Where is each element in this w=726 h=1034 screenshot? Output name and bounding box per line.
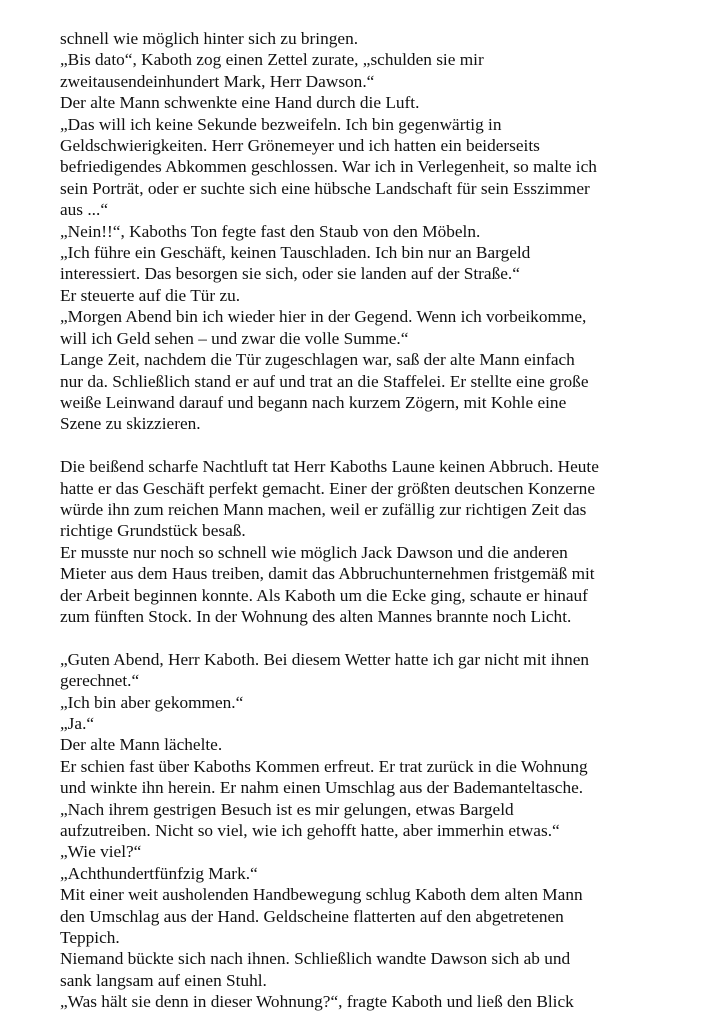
text-line: sein Porträt, oder er suchte sich eine hübsche Landschaft für sein Esszimmer (60, 178, 590, 198)
text-line: Niemand bückte sich nach ihnen. Schließlich wandte Dawson sich ab und (60, 949, 571, 969)
text-line: Er musste nur noch so schnell wie möglich Jack Dawson und die anderen (60, 542, 568, 562)
text-line: „Nach ihrem gestrigen Besuch ist es mir gelungen, etwas Bargeld (60, 799, 514, 819)
text-line: nur da. Schließlich stand er auf und trat an die Staffelei. Er stellte eine große (60, 371, 589, 391)
text-line: zum fünften Stock. In der Wohnung des alten Mannes brannte noch Licht. (60, 606, 572, 626)
text-line: zweitausendeinhundert Mark, Herr Dawson.“ (60, 71, 375, 91)
text-line: Lange Zeit, nachdem die Tür zugeschlagen war, saß der alte Mann einfach (60, 350, 575, 370)
paragraph-spacer (60, 435, 720, 456)
text-paragraph (60, 49, 720, 92)
text-line: Der alte Mann lächelte. (60, 735, 223, 755)
text-line: aus ...“ (60, 200, 108, 220)
text-line: und winkte ihn herein. Er nahm einen Umschlag aus der Bademanteltasche. (60, 778, 584, 798)
text-line: interessiert. Das besorgen sie sich, oder sie landen auf der Straße.“ (60, 264, 520, 284)
text-line: Er schien fast über Kaboths Kommen erfreut. Er trat zurück in die Wohnung (60, 756, 588, 776)
text-paragraph (60, 884, 720, 948)
text-line: weiße Leinwand darauf und begann nach kurzem Zögern, mit Kohle eine (60, 392, 567, 412)
text-line: würde ihn zum reichen Mann machen, weil er zufällig zur richtigen Zeit das (60, 499, 587, 519)
text-paragraph (60, 948, 720, 991)
text-line: Mit einer weit ausholenden Handbewegung schlug Kaboth dem alten Mann (60, 885, 583, 905)
document-page (60, 28, 720, 1013)
text-line: „Morgen Abend bin ich wieder hier in der Gegend. Wenn ich vorbeikomme, (60, 307, 587, 327)
text-line: Er steuerte auf die Tür zu. (60, 285, 241, 305)
text-line: hatte er das Geschäft perfekt gemacht. Einer der größten deutschen Konzerne (60, 478, 595, 498)
text-paragraph (60, 28, 720, 49)
text-line: richtige Grundstück besaß. (60, 521, 246, 541)
text-paragraph (60, 242, 720, 285)
text-paragraph (60, 649, 720, 692)
text-line: „Wie viel?“ (60, 842, 142, 862)
text-paragraph (60, 542, 720, 628)
text-paragraph (60, 221, 720, 242)
text-paragraph (60, 349, 720, 435)
text-line: „Ich führe ein Geschäft, keinen Tauschladen. Ich bin nur an Bargeld (60, 243, 531, 263)
text-paragraph (60, 799, 720, 842)
text-paragraph (60, 456, 720, 542)
text-paragraph (60, 841, 720, 862)
text-paragraph (60, 713, 720, 734)
text-line: schnell wie möglich hinter sich zu bringen. (60, 29, 359, 48)
text-line: „Was hält sie denn in dieser Wohnung?“, fragte Kaboth und ließ den Blick (60, 992, 574, 1012)
text-line: will ich Geld sehen – und zwar die volle Summe.“ (60, 328, 409, 348)
text-paragraph (60, 92, 720, 113)
text-paragraph (60, 692, 720, 713)
text-line: gerechnet.“ (60, 671, 140, 691)
text-line: „Guten Abend, Herr Kaboth. Bei diesem Wetter hatte ich gar nicht mit ihnen (60, 649, 590, 669)
text-paragraph (60, 285, 720, 306)
text-line: Der alte Mann schwenkte eine Hand durch die Luft. (60, 93, 420, 113)
text-line: „Bis dato“, Kaboth zog einen Zettel zurate, „schulden sie mir (60, 50, 484, 70)
text-line: Szene zu skizzieren. (60, 414, 201, 434)
text-paragraph (60, 991, 720, 1012)
text-paragraph (60, 756, 720, 799)
text-line: „Ja.“ (60, 713, 95, 733)
text-line: „Ich bin aber gekommen.“ (60, 692, 244, 712)
text-paragraph (60, 863, 720, 884)
text-line: „Nein!!“, Kaboths Ton fegte fast den Staub von den Möbeln. (60, 221, 481, 241)
text-line: sank langsam auf einen Stuhl. (60, 970, 267, 990)
text-line: den Umschlag aus der Hand. Geldscheine flatterten auf den abgetretenen (60, 906, 564, 926)
text-line: Mieter aus dem Haus treiben, damit das Abbruchunternehmen fristgemäß mit (60, 564, 595, 584)
paragraph-spacer (60, 627, 720, 648)
text-paragraph (60, 306, 720, 349)
text-line: „Das will ich keine Sekunde bezweifeln. Ich bin gegenwärtig in (60, 114, 502, 134)
text-line: „Achthundertfünfzig Mark.“ (60, 863, 258, 883)
text-line: der Arbeit beginnen konnte. Als Kaboth um die Ecke ging, schaute er hinauf (60, 585, 588, 605)
text-line: befriedigendes Abkommen geschlossen. War ich in Verlegenheit, so malte ich (60, 157, 597, 177)
text-line: aufzutreiben. Nicht so viel, wie ich gehofft hatte, aber immerhin etwas.“ (60, 821, 560, 840)
text-paragraph (60, 114, 720, 221)
text-line: Die beißend scharfe Nachtluft tat Herr Kaboths Laune keinen Abbruch. Heute (60, 457, 599, 477)
text-line: Teppich. (60, 928, 120, 948)
text-paragraph (60, 734, 720, 755)
text-line: Geldschwierigkeiten. Herr Grönemeyer und ich hatten ein beiderseits (60, 136, 540, 156)
